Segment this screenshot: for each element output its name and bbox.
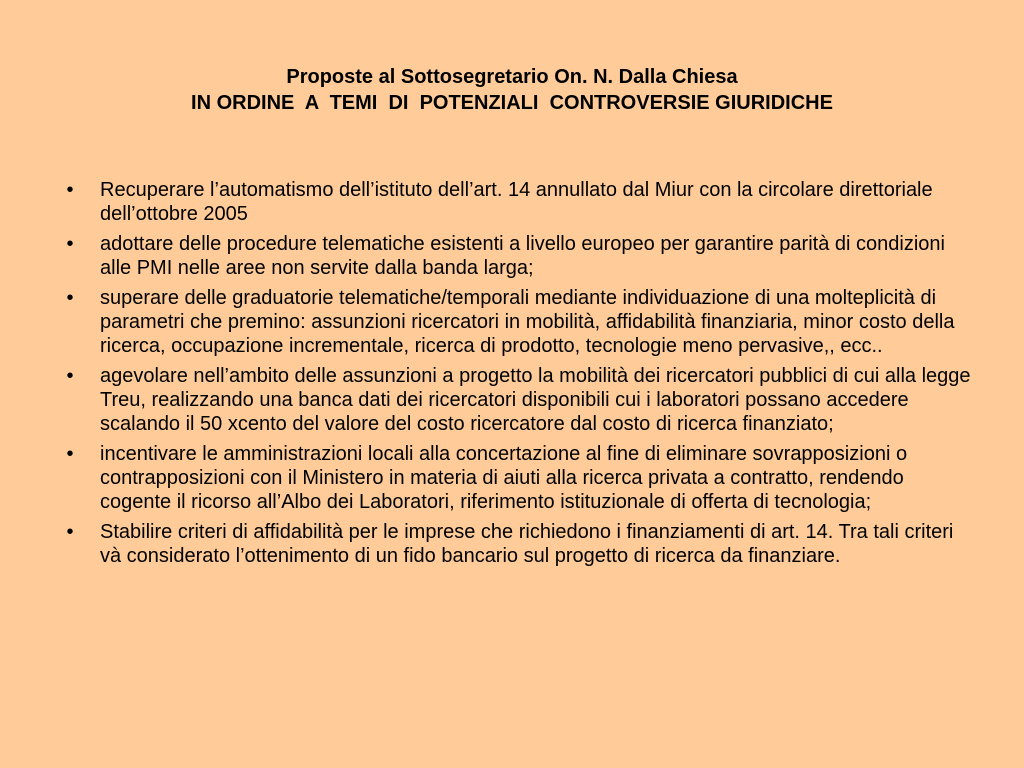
bullet-dot-icon: • <box>66 179 74 201</box>
title-line-2: IN ORDINE A TEMI DI POTENZIALI CONTROVERSIE GIURIDICHE <box>191 92 833 114</box>
bullet-text: incentivare le amministrazioni locali alla concertazione al fine di eliminare sovrapposizioni o contrapposizioni con il Ministero in materia di aiuti alla ricerca privata a contratto, rendendo cogente il ricorso all’Albo dei Laboratori, riferimento istituzionale di offerta di tecnologia; <box>100 443 908 513</box>
bullet-item <box>60 286 975 358</box>
bullet-dot-icon: • <box>66 521 74 543</box>
slide-title <box>0 64 1024 116</box>
bullet-dot-icon: • <box>66 443 74 465</box>
bullet-dot-icon: • <box>66 233 74 255</box>
bullet-item <box>60 442 975 514</box>
bullet-dot-icon: • <box>66 287 74 309</box>
title-line-1: Proposte al Sottosegretario On. N. Dalla Chiesa <box>286 66 738 88</box>
bullet-item <box>60 232 975 280</box>
bullet-item <box>60 520 975 568</box>
bullet-text: Recuperare l’automatismo dell’istituto dell’art. 14 annullato dal Miur con la circolare direttoriale dell’ottobre 2005 <box>100 179 933 225</box>
bullet-list <box>60 178 975 574</box>
bullet-text: superare delle graduatorie telematiche/temporali mediante individuazione di una molteplicità di parametri che premino: assunzioni ricercatori in mobilità, affidabilità finanziaria, minor costo della ricerca, occupazione incrementale, ricerca di prodotto, tecnologie meno pervasive,, ecc.. <box>100 287 955 357</box>
bullet-text: adottare delle procedure telematiche esistenti a livello europeo per garantire parità di condizioni alle PMI nelle aree non servite dalla banda larga; <box>100 233 945 279</box>
bullet-item <box>60 178 975 226</box>
bullet-text: agevolare nell’ambito delle assunzioni a progetto la mobilità dei ricercatori pubblici di cui alla legge Treu, realizzando una banca dati dei ricercatori disponibili cui i laboratori possano accedere scalando il 50 xcento del valore del costo ricercatore dal costo di ricerca finanziato; <box>100 365 971 435</box>
bullet-text: Stabilire criteri di affidabilità per le imprese che richiedono i finanziamenti di art. 14. Tra tali criteri và considerato l’ottenimento di un fido bancario sul progetto di ricerca da finanziare. <box>100 521 954 567</box>
bullet-item <box>60 364 975 436</box>
bullet-dot-icon: • <box>66 365 74 387</box>
